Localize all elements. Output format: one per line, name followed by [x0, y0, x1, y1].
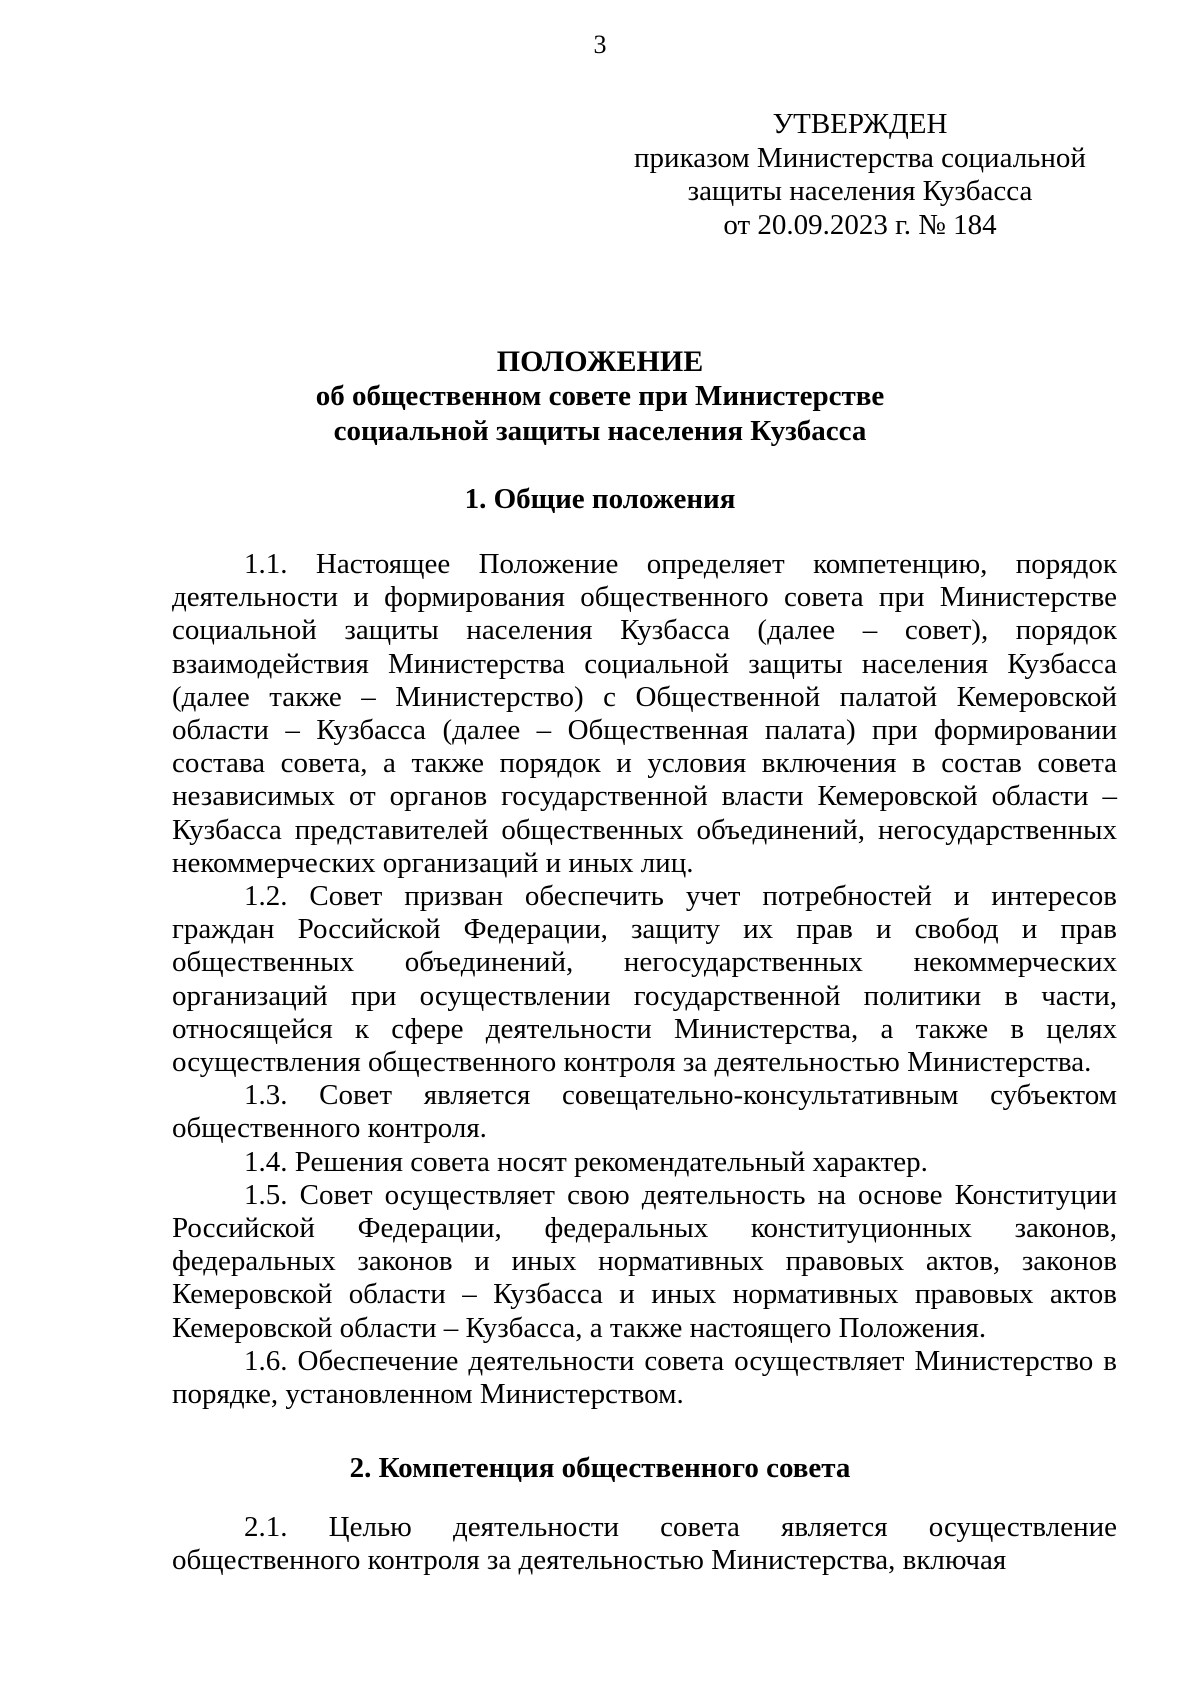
section-heading: 1. Общие положения: [464, 483, 736, 515]
approval-line: УТВЕРЖДЕН: [772, 108, 948, 140]
paragraph: 1.5. Совет осуществляет свою деятельность на основе Конституции Российской Федерации, федеральных конституционных законов, федеральных законов и иных нормативных правовых актов, законов Кемеровской области – Кузбасса и иных нормативных правовых актов Кемеровской области – Кузбасса, а также настоящего Положения.: [172, 1178, 1117, 1344]
paragraph: 1.1. Настоящее Положение определяет компетенцию, порядок деятельности и формирования общественного совета при Министерстве социальной защиты населения Кузбасса (далее – совет), порядок взаимодействия Министерства социальной защиты населения Кузбасса (далее также – Министерство) с Общественной палатой Кемеровской области – Кузбасса (далее – Общественная палата) при формировании состава совета, а также порядок и условия включения в состав совета независимых от органов государственной власти Кемеровской области – Кузбасса представителей общественных объединений, негосударственных некоммерческих организаций и иных лиц.: [172, 548, 1117, 879]
paragraph: 1.3. Совет является совещательно-консультативным субъектом общественного контроля.: [172, 1079, 1117, 1145]
approval-line: защиты населения Кузбасса: [687, 175, 1033, 207]
paragraph: 2.1. Целью деятельности совета является осуществление общественного контроля за деятельностью Министерства, включая: [172, 1511, 1117, 1577]
approval-line: от 20.09.2023 г. № 184: [723, 208, 997, 241]
paragraph: 1.2. Совет призван обеспечить учет потребностей и интересов граждан Российской Федерации, защиту их прав и свобод и прав общественных объединений, негосударственных некоммерческих организаций при осуществлении государственной политики в части, относящейся к сфере деятельности Министерства, а также в целях осуществления общественного контроля за деятельностью Министерства.: [172, 880, 1117, 1079]
title-line: ПОЛОЖЕНИЕ: [496, 345, 704, 378]
title-line: социальной защиты населения Кузбасса: [333, 415, 867, 447]
section-body: [172, 548, 1117, 1411]
approval-stamp-block: [600, 108, 1120, 242]
page-number: 3: [593, 30, 607, 59]
approval-line: приказом Министерства социальной: [634, 141, 1086, 174]
paragraph: 1.4. Решения совета носят рекомендательный характер.: [244, 1145, 928, 1178]
section-body: [172, 1511, 1117, 1577]
paragraph: 1.6. Обеспечение деятельности совета осуществляет Министерство в порядке, установленном Министерством.: [172, 1344, 1117, 1411]
title-line: об общественном совете при Министерстве: [315, 380, 885, 412]
document-title: [0, 344, 1200, 449]
section-heading: 2. Компетенция общественного совета: [349, 1452, 851, 1484]
